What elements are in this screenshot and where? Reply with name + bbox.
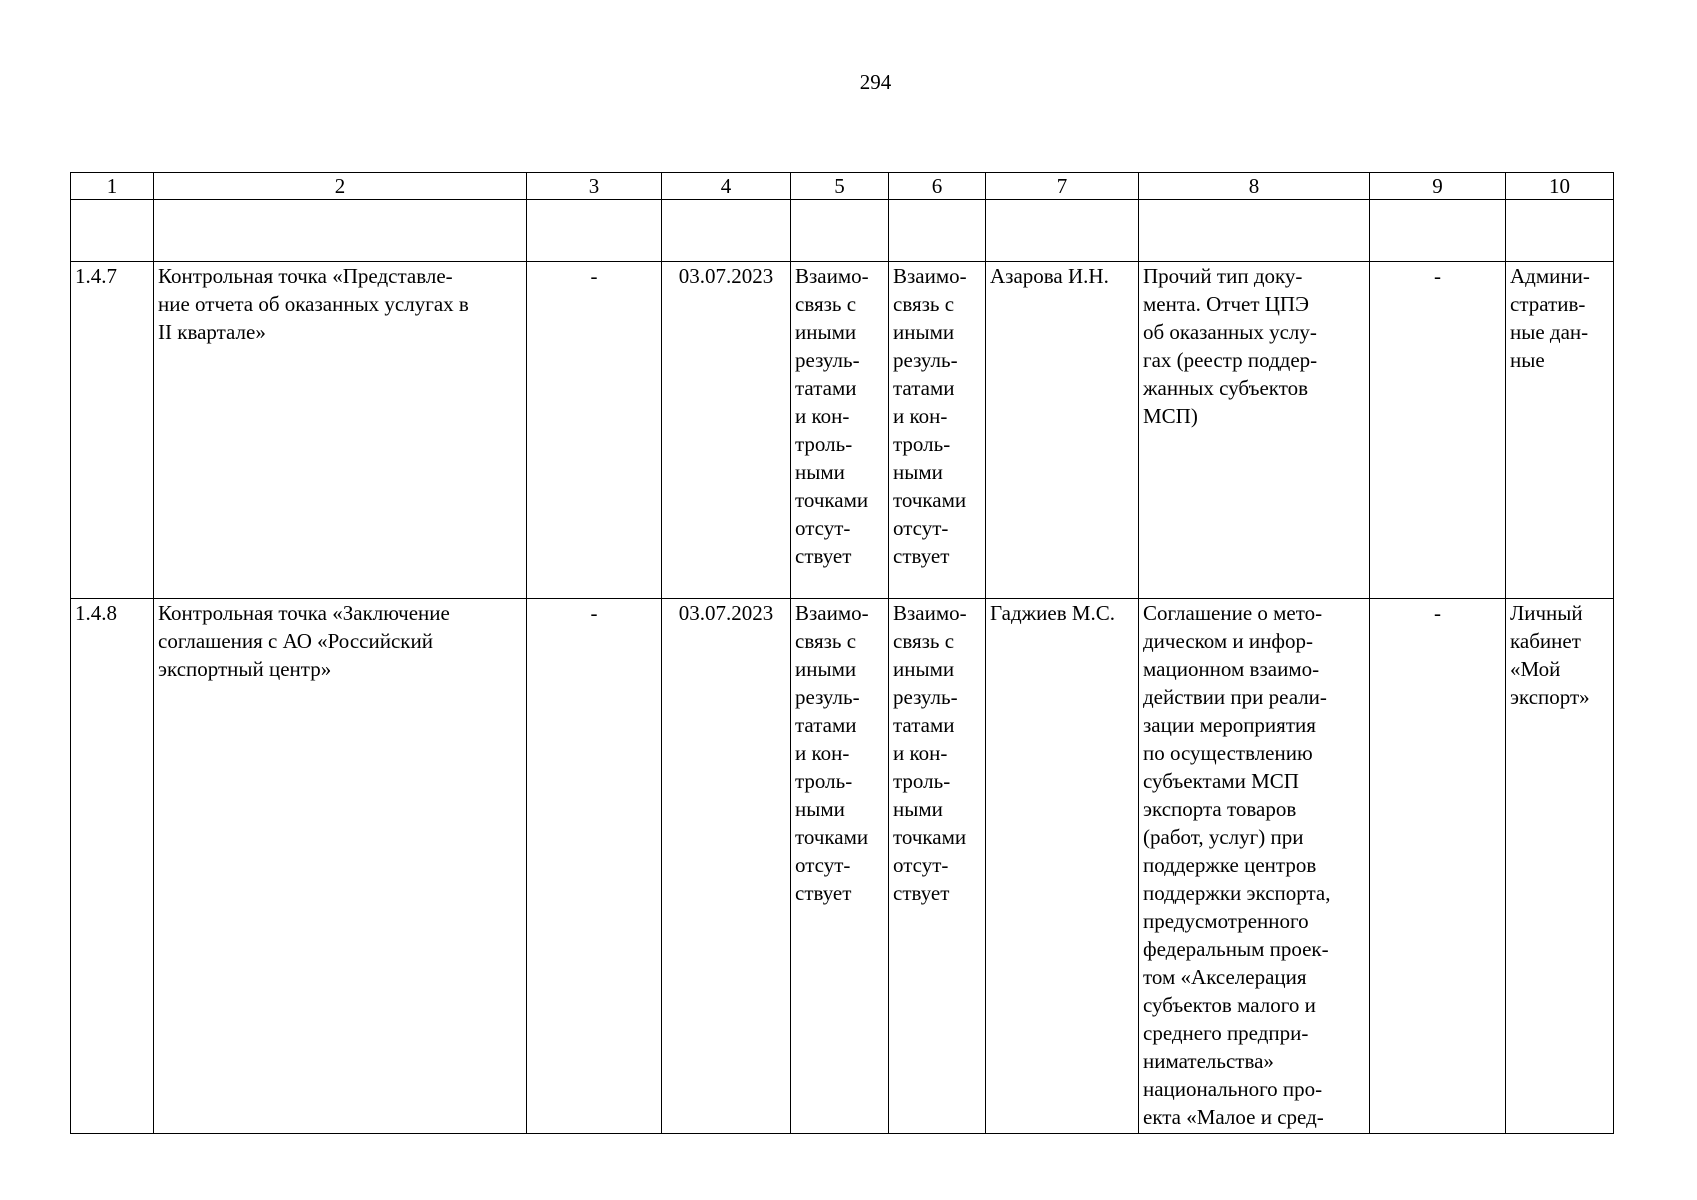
row-number: 1.4.8 — [71, 599, 154, 1134]
column-header: 8 — [1139, 173, 1370, 200]
responsible-person: Азарова И.Н. — [986, 262, 1139, 599]
checkpoint-name: Контрольная точка «Представле- ние отчета об оказанных услугах в II квартале» — [154, 262, 527, 599]
column-header: 10 — [1506, 173, 1614, 200]
checkpoint-date: 03.07.2023 — [662, 599, 791, 1134]
column-header: 5 — [791, 173, 889, 200]
column-header: 6 — [889, 173, 986, 200]
column-header: 9 — [1370, 173, 1506, 200]
empty-cell — [889, 200, 986, 262]
col5-relation: Взаимо- связь с иными резуль- татами и кон- троль- ными точками отсут- ствует — [791, 599, 889, 1134]
table-row — [71, 599, 1614, 1134]
col9-value: - — [1370, 262, 1506, 599]
information-system: Личный кабинет «Мой экспорт» — [1506, 599, 1614, 1134]
document-table — [70, 172, 1614, 1134]
row-number: 1.4.7 — [71, 262, 154, 599]
col6-relation: Взаимо- связь с иными резуль- татами и кон- троль- ными точками отсут- ствует — [889, 599, 986, 1134]
page-number: 294 — [859, 70, 892, 94]
empty-cell — [1139, 200, 1370, 262]
checkpoint-name: Контрольная точка «Заключение соглашения с АО «Российский экспортный центр» — [154, 599, 527, 1134]
empty-cell — [527, 200, 662, 262]
empty-cell — [71, 200, 154, 262]
column-header: 2 — [154, 173, 527, 200]
column-number-row — [71, 173, 1614, 200]
column-header: 7 — [986, 173, 1139, 200]
document-type: Соглашение о мето- дическом и инфор- мационном взаимо- действии при реали- зации мероприятия по осуществлению субъектами МСП экспорта товаров (работ, услуг) при поддержке центров поддержки экспорта, предусмотренного федеральным проек- том «Акселерация субъектов малого и среднего предпри- нимательства» национального про- екта «Малое и сред- — [1139, 599, 1370, 1134]
col3-value: - — [527, 262, 662, 599]
empty-cell — [986, 200, 1139, 262]
checkpoint-date: 03.07.2023 — [662, 262, 791, 599]
col6-relation: Взаимо- связь с иными резуль- татами и кон- троль- ными точками отсут- ствует — [889, 262, 986, 599]
empty-cell — [1370, 200, 1506, 262]
col5-relation: Взаимо- связь с иными резуль- татами и кон- троль- ными точками отсут- ствует — [791, 262, 889, 599]
column-header: 4 — [662, 173, 791, 200]
col3-value: - — [527, 599, 662, 1134]
responsible-person: Гаджиев М.С. — [986, 599, 1139, 1134]
col9-value: - — [1370, 599, 1506, 1134]
information-system: Админи- стратив- ные дан- ные — [1506, 262, 1614, 599]
empty-row — [71, 200, 1614, 262]
empty-cell — [662, 200, 791, 262]
column-header: 3 — [527, 173, 662, 200]
empty-cell — [154, 200, 527, 262]
document-type: Прочий тип доку- мента. Отчет ЦПЭ об оказанных услу- гах (реестр поддер- жанных субъектов МСП) — [1139, 262, 1370, 599]
empty-cell — [1506, 200, 1614, 262]
column-header: 1 — [71, 173, 154, 200]
empty-cell — [791, 200, 889, 262]
table-row — [71, 262, 1614, 599]
